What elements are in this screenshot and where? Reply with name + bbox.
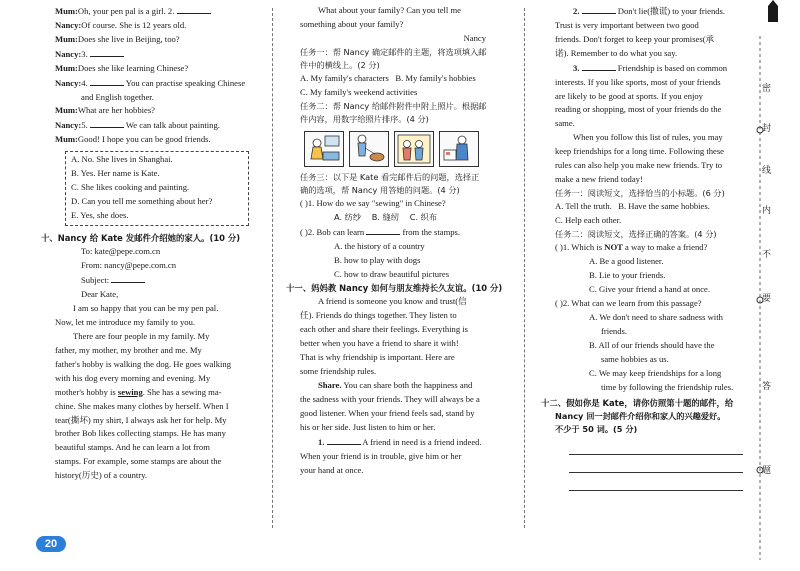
- rocket-icon: [768, 0, 778, 22]
- option: C. Help each other.: [555, 215, 622, 226]
- text-line: Trust is very important between two good: [555, 19, 699, 30]
- text-line: same.: [555, 118, 575, 129]
- text-line: 2. Don't lie(撒谎) to your friends.: [573, 6, 726, 16]
- column-middle: [286, 4, 503, 477]
- text-line: your hand at once.: [300, 464, 364, 475]
- text-line: reading or shopping, most of your friends do the: [555, 104, 722, 115]
- option: D. Can you tell me something about her?: [71, 195, 213, 206]
- text-line: chine. She makes many clothes by herself. When I: [55, 400, 229, 411]
- text-line: Now, let me introduce my family to you.: [55, 317, 196, 328]
- question: ( )1. Which is NOT a way to make a friend?: [555, 242, 708, 253]
- section-10-title: 十、Nancy 给 Kate 发邮件介绍她的家人。(10 分): [41, 232, 241, 243]
- column-divider: [272, 8, 273, 528]
- text-line: his or her side. Just listen to him or her.: [300, 421, 436, 432]
- writing-line[interactable]: [569, 473, 743, 491]
- section-11-title: 十一、妈妈教 Nancy 如何与朋友维持长久友谊。(10 分): [286, 282, 503, 293]
- text-line: I am so happy that you can be my pen pal.: [73, 303, 219, 314]
- text-line: mother's hobby is sewing. She has a sewing ma-: [55, 386, 222, 397]
- answer-blank[interactable]: [177, 4, 211, 14]
- options-box: [65, 151, 249, 226]
- option: C. We may keep friendships for a long: [589, 367, 722, 378]
- task-options: [300, 72, 492, 86]
- signature: Nancy: [463, 32, 486, 43]
- option: A. No. She lives in Shanghai.: [71, 154, 173, 165]
- option: friends.: [601, 325, 628, 336]
- email-subject: Subject:: [55, 273, 251, 288]
- dialogue-line: Mum:Does she live in Beijing, too?: [55, 33, 180, 44]
- text-line: some friendship rules.: [300, 366, 377, 377]
- section-12-title: 不少于 50 词。(5 分): [555, 424, 638, 435]
- photo-dog-walking: [349, 131, 389, 167]
- option: B. My family's hobbies: [395, 73, 476, 84]
- text-line: with his dog every morning and evening. My: [55, 372, 211, 383]
- margin-char: 题: [762, 466, 772, 476]
- text-line: friends. Don't forget to keep your promises(承: [555, 33, 715, 44]
- dialogue-line: Mum:Good! I hope you can be good friends.: [55, 134, 211, 145]
- option: A. Tell the truth.: [555, 201, 612, 212]
- answer-blank[interactable]: [90, 47, 124, 57]
- text-line: history(历史) of a country.: [55, 470, 148, 481]
- dialogue-line: Mum:What are her hobbies?: [55, 105, 155, 116]
- margin-char: 线: [762, 166, 772, 176]
- dialogue-line: Mum:Oh, your pen pal is a girl. 2.: [55, 4, 251, 19]
- text-line: the sadness with your friends. They will always be a: [300, 393, 480, 404]
- question: ( )1. How do we say "sewing" in Chinese?: [300, 198, 446, 209]
- subject-blank[interactable]: [111, 273, 145, 283]
- text-line: interests. If you like sports, most of your friends: [555, 76, 721, 87]
- text-line: 3. Friendship is based on common: [573, 62, 728, 73]
- column-divider: [524, 8, 525, 528]
- text-line: 任). Friends do things together. They listen to: [300, 310, 457, 321]
- text-line: 1. A friend in need is a friend indeed.: [318, 436, 482, 447]
- margin-char: 封: [762, 124, 772, 134]
- dialogue-line: Nancy:Of course. She is 12 years old.: [55, 19, 187, 30]
- task-instruction: 任务一：阅读短文，选择恰当的小标题。(6 分): [555, 187, 725, 198]
- answer-blank[interactable]: [90, 76, 124, 86]
- text-line: brother Bob likes collecting stamps. He has many: [55, 428, 226, 439]
- task-instruction: 任务二：阅读短文，选择正确的答案。(4 分): [555, 229, 717, 240]
- option: B. Yes. Her name is Kate.: [71, 168, 160, 179]
- text-line: rules can also help you make new friends. Try to: [555, 160, 723, 171]
- text-line: are likely to be good at sports. If you enjoy: [555, 90, 703, 101]
- photo-row: [304, 131, 492, 167]
- text-line: A friend is someone you know and trust(信: [318, 296, 467, 307]
- option: A. Be a good listener.: [589, 256, 664, 267]
- photo-stamps: [439, 131, 479, 167]
- sewing-word: sewing: [117, 386, 143, 397]
- dialogue-line: Nancy:5. We can talk about painting.: [55, 120, 220, 131]
- photo-mother-sewing: [304, 131, 344, 167]
- text-line: That is why friendship is important. Here are: [300, 352, 455, 363]
- email-to: To: kate@pepe.com.cn: [81, 246, 161, 257]
- option: A. My family's characters: [300, 73, 389, 84]
- question: ( )2. Bob can learn from the stamps.: [300, 227, 461, 238]
- text-line: There are four people in my family. My: [73, 330, 210, 341]
- text-line: keep friendships for a long time. Following these: [555, 146, 724, 157]
- option: time by following the friendship rules.: [601, 381, 734, 392]
- option: B. how to play with dogs: [334, 254, 421, 265]
- option: C. She likes cooking and painting.: [71, 182, 190, 193]
- margin-char: 不: [762, 250, 772, 260]
- text-line: make a new friend today!: [555, 174, 643, 185]
- task-instruction: 件内容，用数字给照片排序。(4 分): [300, 114, 429, 125]
- task-options: [555, 200, 743, 214]
- text-line: What about your family? Can you tell me: [318, 5, 461, 15]
- option: A. the history of a country: [334, 241, 425, 252]
- writing-line[interactable]: [569, 455, 743, 473]
- text-line: father's hobby is walking the dog. He goes walking: [55, 358, 232, 369]
- text-line: When your friend is in trouble, give him or her: [300, 450, 462, 461]
- margin-char: 密: [762, 84, 772, 94]
- margin-char: 要: [762, 294, 772, 304]
- email-from: From: nancy@pepe.com.cn: [81, 260, 177, 271]
- photo-family: [394, 131, 434, 167]
- text-line: something about your family?: [300, 18, 404, 29]
- text-line: father, my mother, my brother and me. My: [55, 344, 202, 355]
- task-instruction: 任务二：帮 Nancy 给邮件附件中附上照片。根据邮: [300, 101, 487, 112]
- writing-line[interactable]: [569, 437, 743, 455]
- text-line: stamps. For example, some stamps are about the: [55, 456, 222, 467]
- margin-char: 答: [762, 382, 772, 392]
- text-line: beautiful stamps. And he can learn a lot from: [55, 442, 210, 453]
- column-left: [41, 4, 251, 483]
- task-instruction: 件中的横线上。(2 分): [300, 60, 380, 71]
- seal-line-strip: [752, 0, 800, 566]
- option: B. Have the same hobbies.: [618, 201, 710, 212]
- dialogue-line: Nancy:4. You can practise speaking Chinese: [55, 77, 246, 88]
- section-12-title: 十二、假如你是 Kate，请你仿照第十题的邮件，给: [541, 397, 734, 408]
- text-line: tear(撕坏) my shirt, I always ask her for help. My: [55, 414, 227, 425]
- option: same hobbies as us.: [601, 353, 669, 364]
- question: ( )2. What can we learn from this passage?: [555, 298, 702, 309]
- dialogue-line: Mum:Does she like learning Chinese?: [55, 62, 189, 73]
- answer-blank[interactable]: [366, 225, 400, 235]
- margin-char: 内: [762, 206, 772, 216]
- question-options: A. 纺纱 B. 缝纫 C. 织布: [334, 212, 438, 223]
- text-line: 诺). Remember to do what you say.: [555, 47, 678, 58]
- page-number: 20: [36, 536, 66, 552]
- option: B. All of our friends should have the: [589, 339, 715, 350]
- option: C. Give your friend a hand at once.: [589, 284, 710, 295]
- option: E. Yes, she does.: [71, 209, 129, 220]
- option: C. how to draw beautiful pictures: [334, 268, 450, 279]
- option: B. Lie to your friends.: [589, 270, 666, 281]
- heading-blank[interactable]: [327, 435, 361, 445]
- task-instruction: 确的选项，帮 Nancy 用答她的问题。(4 分): [300, 185, 460, 196]
- heading-blank[interactable]: [582, 61, 616, 71]
- option: A. We don't need to share sadness with: [589, 312, 723, 322]
- email-greeting: Dear Kate,: [81, 289, 119, 300]
- seal-line-graphic: [752, 0, 800, 566]
- heading-blank[interactable]: [582, 4, 616, 14]
- text-line: good listener. When your friend feels sad, stand by: [300, 407, 475, 418]
- option: C. My family's weekend activities: [300, 87, 418, 98]
- dialogue-line: Nancy:3.: [55, 47, 251, 62]
- task-instruction: 任务一：帮 Nancy 确定邮件的主题，将选项填入邮: [300, 46, 487, 57]
- task-instruction: 任务三：以下是 Kate 看完邮件后的问题，选择正: [300, 171, 480, 182]
- section-12-title: Nancy 回一封邮件介绍你和家人的兴趣爱好。: [555, 411, 726, 422]
- dialogue-line: and English together.: [81, 91, 154, 102]
- column-right: [541, 4, 743, 491]
- text-line: Share. You can share both the happiness and: [318, 379, 473, 390]
- answer-blank[interactable]: [90, 118, 124, 128]
- text-line: better when you have a friend to share it with!: [300, 338, 459, 349]
- text-line: When you follow this list of rules, you may: [573, 132, 723, 143]
- text-line: each other and share their feelings. Everything is: [300, 324, 468, 335]
